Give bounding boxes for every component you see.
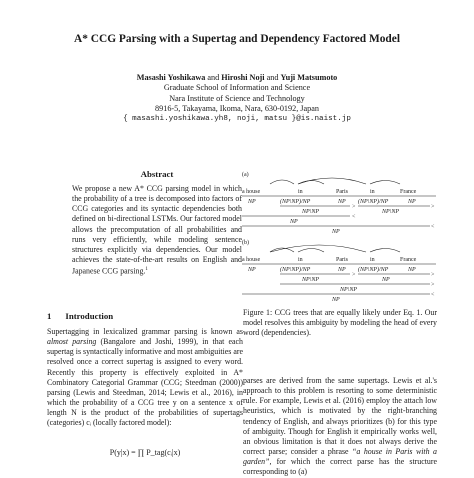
intro-text: Supertagging in lexicalized grammar parsing is known as xyxy=(47,327,243,336)
body-text: parses are derived from the same supertags. Lewis et al.'s approach to this problem is resorting to some deterministic rule. For example, Lewis et al. (2016) employ the attach low heuristics, which is motivated by the right-branching tendency of English, and always prioritizes (b) for this type of ambiguity. Though for English it empirically works well, an obvious limitation is that it does not always derive the correct parse; consider a phrase xyxy=(243,376,437,457)
affiliation-line: Graduate School of Information and Science xyxy=(163,83,311,93)
abstract-heading: Abstract xyxy=(140,169,174,179)
dependency-arc xyxy=(298,249,324,253)
figure-word: in xyxy=(370,257,375,263)
combinator-label: > xyxy=(431,282,435,288)
author-block xyxy=(0,73,474,124)
combinator-label: < xyxy=(352,214,356,220)
figure-label-b: (b) xyxy=(242,240,249,246)
author-names xyxy=(0,73,474,83)
figure-category: (NP\NP)/NP xyxy=(280,199,311,205)
abstract-text: We propose a new A* CCG parsing model in which the probability of a tree is decomposed into factors of CCG categories and its syntactic dependencies both defined on bi-directional LSTMs. Our factored model allows the precomputation of all probabilities and runs very efficiently, while modeling sentence structures explicitly via dependencies. Our model achieves the state-of-the-art results on English and Japanese CCG parsing. xyxy=(72,184,242,276)
dependency-arc xyxy=(370,181,400,185)
figure-word: a house xyxy=(242,257,261,263)
figure-category: NP xyxy=(338,267,346,273)
intro-emphasis: almost parsing xyxy=(47,337,97,347)
figure-word: France xyxy=(400,189,417,195)
intro-heading xyxy=(47,311,127,321)
figure-category: NP xyxy=(332,229,340,235)
address-line: 8916-5, Takayama, Ikoma, Nara, 630-0192, Japan xyxy=(155,103,319,113)
combinator-label: < xyxy=(431,292,435,298)
figure-word: in xyxy=(370,189,375,195)
intro-body xyxy=(47,327,243,429)
dependency-arc xyxy=(270,245,366,252)
figure-category: NP xyxy=(408,267,416,273)
section-title: Introduction xyxy=(65,311,114,321)
footnote-marker: 1 xyxy=(145,267,148,273)
figure-category: NP\NP xyxy=(302,209,320,215)
figure-category: NP xyxy=(338,199,346,205)
figure-category: NP xyxy=(290,219,298,225)
author-separator: and xyxy=(266,73,279,82)
figure-word: Paris xyxy=(336,189,348,195)
email-line: { masashi.yoshikawa.yh8, noji, matsu }@is.naist.jp xyxy=(123,115,351,124)
dependency-arc xyxy=(298,181,324,185)
quoted-phrase: “a house in Paris with a garden” xyxy=(243,447,437,467)
figure-category: NP\NP xyxy=(302,277,320,283)
author-separator: and xyxy=(207,73,220,82)
combinator-label: > xyxy=(431,272,435,278)
figure-caption: Figure 1: CCG trees that are equally likely under Eq. 1. Our model resolves this ambiguity by modeling the head of every word (dependencies). xyxy=(243,308,437,338)
dependency-arc xyxy=(270,180,294,184)
paper-title: A* CCG Parsing with a Supertag and Dependency Factored Model xyxy=(73,33,400,45)
figure-category: NP xyxy=(248,267,256,273)
author-name: Masashi Yoshikawa xyxy=(136,73,206,82)
figure-category: (NP\NP)/NP xyxy=(358,199,389,205)
combinator-label: > xyxy=(352,204,356,210)
figure-category: NP xyxy=(382,277,390,283)
author-name: Hiroshi Noji xyxy=(221,73,265,82)
body-text: , for which the correct parse has the structure corresponding to (a) xyxy=(243,457,437,477)
affiliation-line: Nara Institute of Science and Technology xyxy=(169,93,305,103)
figure-category: NP xyxy=(408,199,416,205)
author-name: Yuji Matsumoto xyxy=(280,73,338,82)
figure-category: NP\NP xyxy=(340,287,358,293)
figure-word: a house xyxy=(242,189,261,195)
equation xyxy=(47,448,243,457)
figure-word: in xyxy=(298,257,303,263)
figure-word: France xyxy=(400,257,417,263)
figure-category: NP xyxy=(248,199,256,205)
figure-label-a: (a) xyxy=(242,172,249,178)
section-number: 1 xyxy=(47,311,52,321)
combinator-label: < xyxy=(431,224,435,230)
ccg-figure xyxy=(240,168,440,303)
intro-text: (Bangalore and Joshi, 1999), in that each supertag is syntactically informative and most ambiguities are resolved once a correct supertag is assigned to every word. Recently this property is effectively exploited in A* Combinatory Categorial Grammar (CCG; Steedman (2000)) parsing (Lewis and Steedman, 2014; Lewis et al., 2016), in which the probability of a CCG tree y on a sentence x of length N is the product of the probabilities of supertags (categories) cᵢ (locally factored model): xyxy=(47,337,243,428)
dependency-arc xyxy=(270,248,294,252)
combinator-label: > xyxy=(352,272,356,278)
figure-category: (NP\NP)/NP xyxy=(358,267,389,273)
right-column-body xyxy=(243,376,437,478)
figure-word: Paris xyxy=(336,257,348,263)
figure-word: in xyxy=(298,189,303,195)
equation-text: P(y|x) = ∏ P_tag(cᵢ|x) xyxy=(109,448,181,457)
figure-category: (NP\NP)/NP xyxy=(280,267,311,273)
figure-category: NP\NP xyxy=(382,209,400,215)
combinator-label: > xyxy=(431,204,435,210)
abstract-body xyxy=(72,184,242,277)
figure-category: NP xyxy=(332,297,340,303)
dependency-arc xyxy=(370,249,400,253)
